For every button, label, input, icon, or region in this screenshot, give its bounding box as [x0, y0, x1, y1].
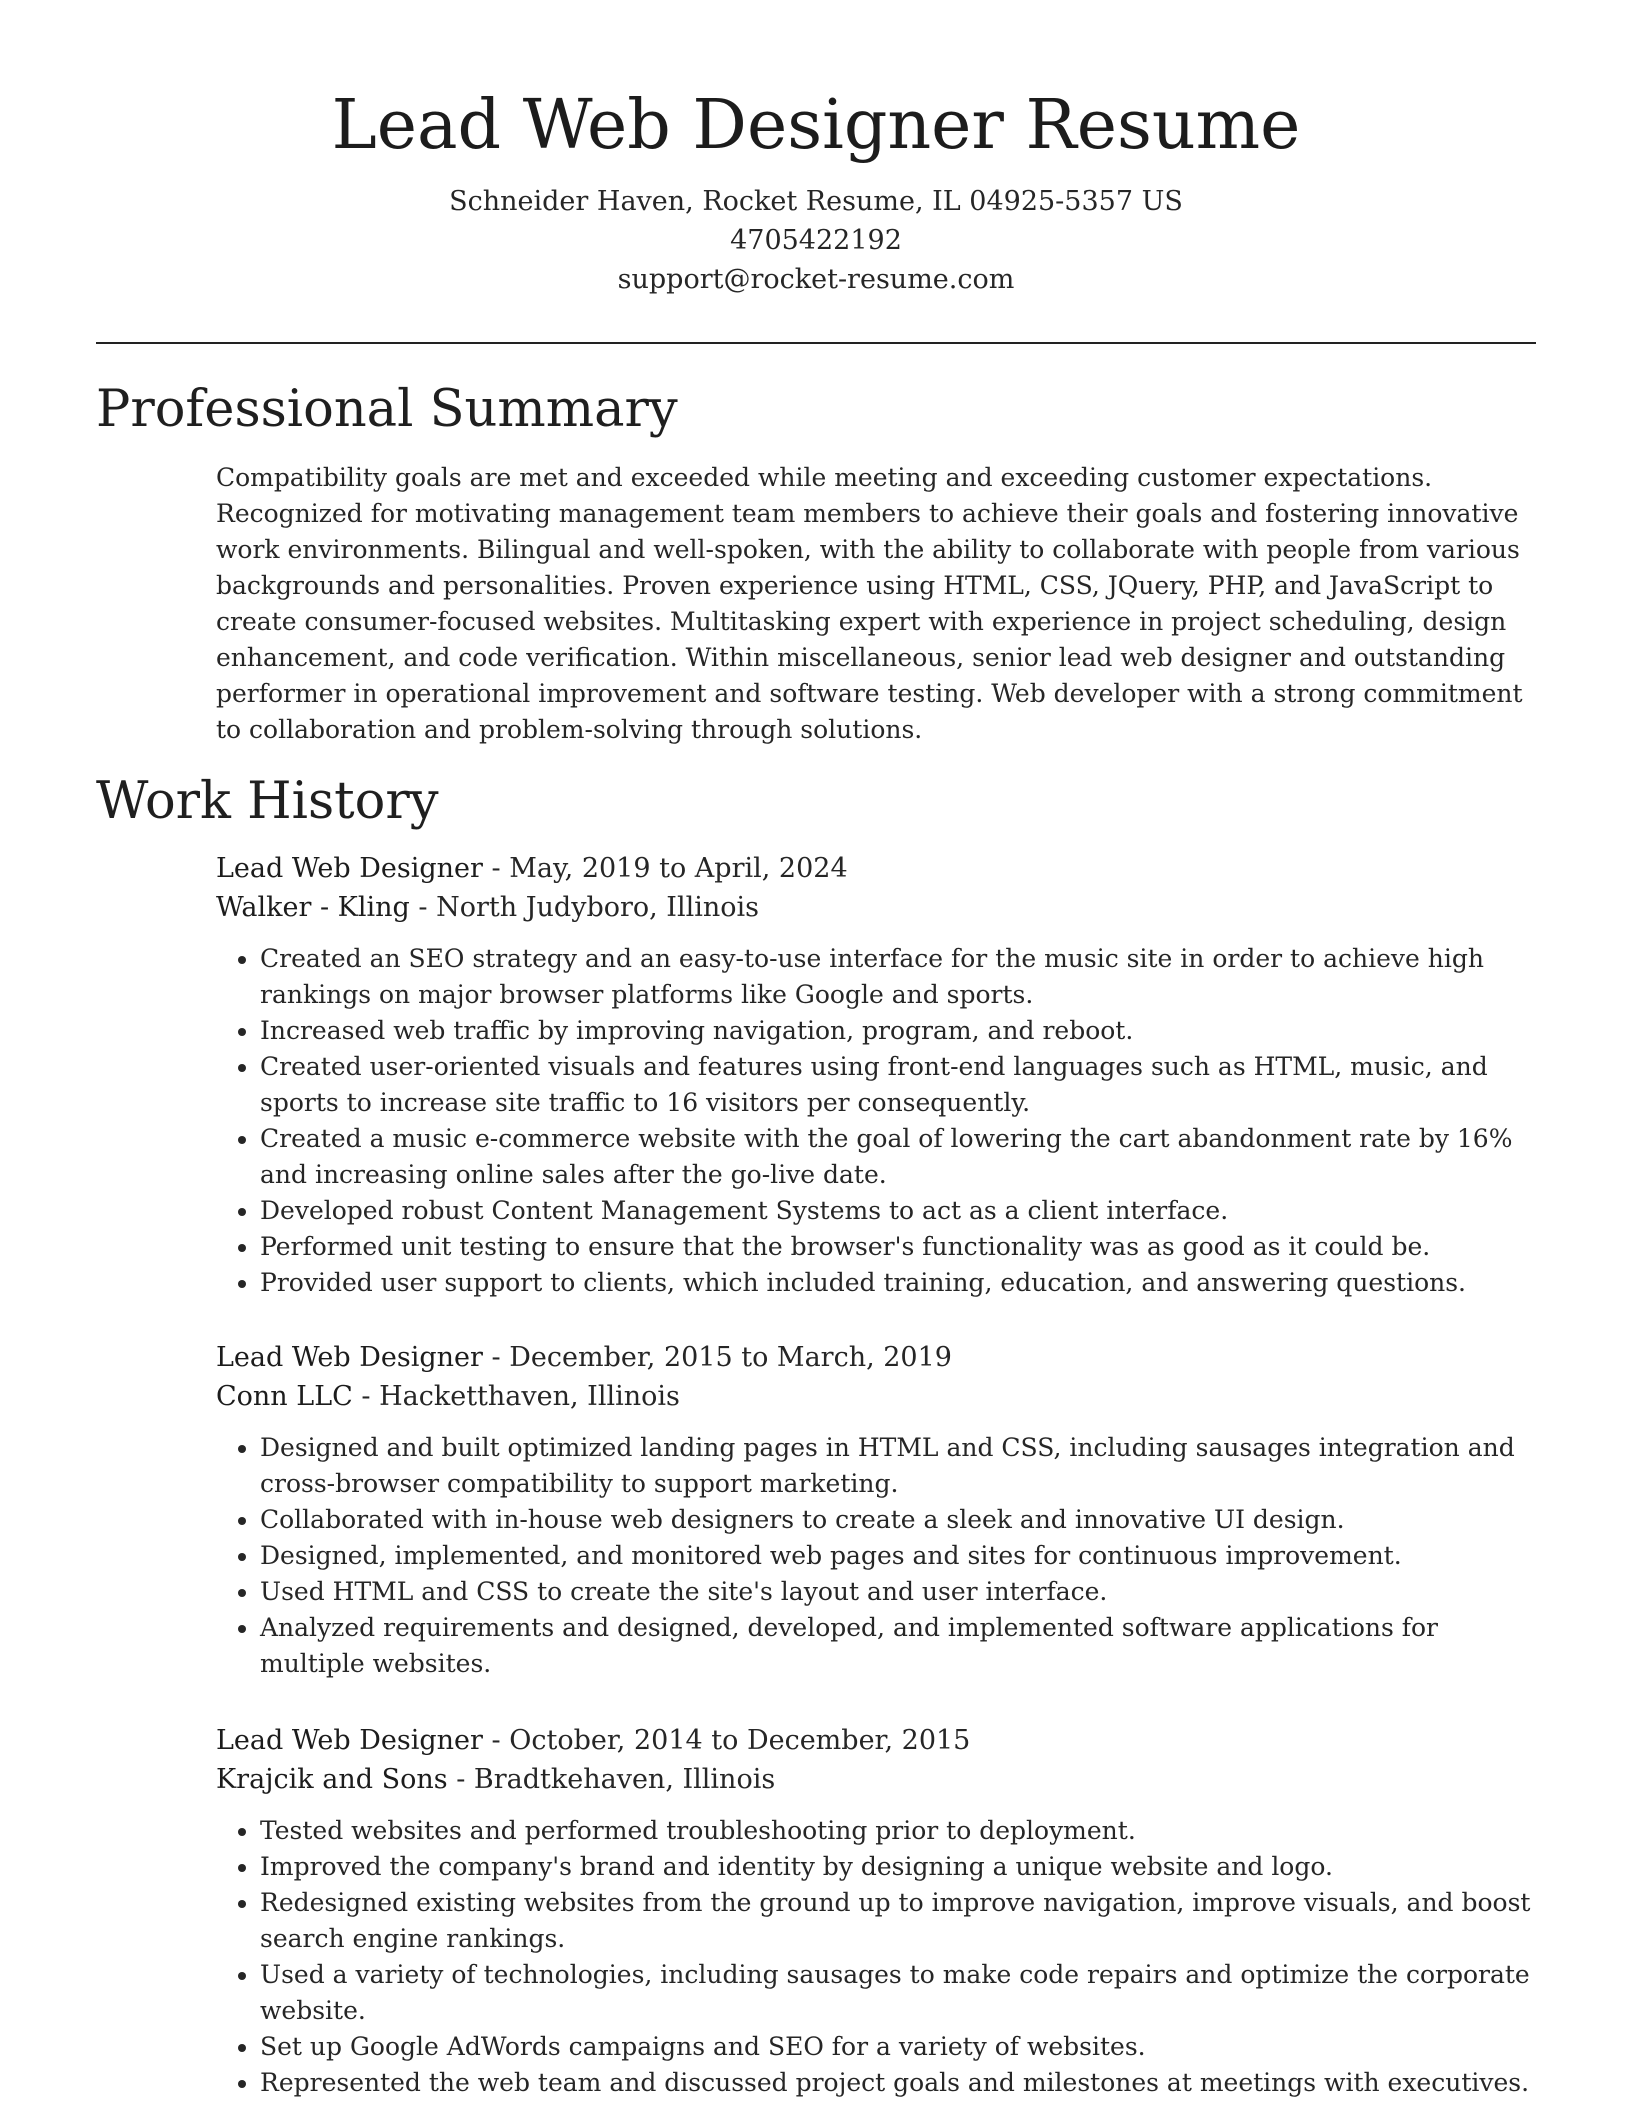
job-location: - Bradtkehaven, Illinois — [447, 1764, 776, 1795]
list-item: • Designed, implemented, and monitored web pages and sites for continuous improvement. — [260, 1538, 1536, 1574]
job-company-line — [216, 888, 1536, 927]
job-dates: - October, 2014 to December, 2015 — [482, 1725, 971, 1756]
contact-phone: 4705422192 — [730, 225, 902, 256]
job-company-line — [216, 1760, 1536, 1799]
list-item: • Provided user support to clients, which included training, education, and answering questions. — [260, 1265, 1536, 1301]
list-item: • Represented the web team and discussed project goals and milestones at meetings with executives. — [260, 2065, 1536, 2101]
job-bullets — [216, 941, 1536, 1301]
job-entry — [216, 1721, 1536, 2101]
job-company-line — [216, 1377, 1536, 1416]
list-item: • Performed unit testing to ensure that the browser's functionality was as good as it could be. — [260, 1229, 1536, 1265]
list-item: • Set up Google AdWords campaigns and SEO for a variety of websites. — [260, 2029, 1536, 2065]
job-bullets — [216, 1430, 1536, 1682]
job-title-line — [216, 849, 1536, 888]
job-entry — [216, 1338, 1536, 1682]
job-employer: Krajcik and Sons — [216, 1764, 448, 1795]
resume-header — [0, 82, 1632, 299]
contact-block — [0, 182, 1632, 299]
list-item: • Created user-oriented visuals and features using front-end languages such as HTML, music, and sports to increase site traffic to 16 visitors per consequently. — [260, 1049, 1536, 1121]
job-role: Lead Web Designer — [216, 1725, 483, 1756]
job-dates: - December, 2015 to March, 2019 — [482, 1342, 952, 1373]
list-item: • Created a music e-commerce website with the goal of lowering the cart abandonment rate by 16% and increasing online sales after the go-live date. — [260, 1121, 1536, 1193]
list-item: • Designed and built optimized landing pages in HTML and CSS, including sausages integration and cross-browser compatibility to support marketing. — [260, 1430, 1536, 1502]
list-item: • Redesigned existing websites from the ground up to improve navigation, improve visuals, and boost search engine rankings. — [260, 1885, 1536, 1957]
job-location: - North Judyboro, Illinois — [409, 892, 760, 923]
list-item: • Analyzed requirements and designed, developed, and implemented software applications for multiple websites. — [260, 1610, 1536, 1682]
contact-address: Schneider Haven, Rocket Resume, IL 04925-5357 US — [449, 186, 1183, 217]
list-item: • Increased web traffic by improving navigation, program, and reboot. — [260, 1013, 1536, 1049]
job-role: Lead Web Designer — [216, 1342, 483, 1373]
summary-heading: Professional Summary — [96, 380, 678, 439]
header-divider — [96, 342, 1536, 344]
summary-text: Compatibility goals are met and exceeded while meeting and exceeding customer expectations. Recognized for motivating management team members to achieve their goals and fostering innovative work environments. Bilingual and well-spoken, with the ability to collaborate with people from various backgrounds and personalities. Proven experience using HTML, CSS, JQuery, PHP, and JavaScript to create consumer-focused websites. Multitasking expert with experience in project scheduling, design enhancement, and code verification. Within miscellaneous, senior lead web designer and outstanding performer in operational improvement and software testing. Web developer with a strong commitment to collaboration and problem-solving through solutions. — [216, 463, 1523, 744]
job-bullets — [216, 1813, 1536, 2101]
list-item: • Collaborated with in-house web designers to create a sleek and innovative UI design. — [260, 1502, 1536, 1538]
job-employer: Walker - Kling — [216, 892, 410, 923]
list-item: • Used HTML and CSS to create the site's layout and user interface. — [260, 1574, 1536, 1610]
work-history-heading: Work History — [96, 772, 439, 831]
job-title-line — [216, 1721, 1536, 1760]
list-item: • Used a variety of technologies, including sausages to make code repairs and optimize the corporate website. — [260, 1957, 1536, 2029]
list-item: • Developed robust Content Management Systems to act as a client interface. — [260, 1193, 1536, 1229]
job-location: - Hacketthaven, Illinois — [352, 1381, 680, 1412]
job-role: Lead Web Designer — [216, 853, 483, 884]
list-item: • Created an SEO strategy and an easy-to-use interface for the music site in order to achieve high rankings on major browser platforms like Google and sports. — [260, 941, 1536, 1013]
page-title: Lead Web Designer Resume — [331, 86, 1301, 165]
job-employer: Conn LLC — [216, 1381, 353, 1412]
list-item: • Improved the company's brand and identity by designing a unique website and logo. — [260, 1849, 1536, 1885]
job-title-line — [216, 1338, 1536, 1377]
job-entry — [216, 849, 1536, 1301]
list-item: • Tested websites and performed troubleshooting prior to deployment. — [260, 1813, 1536, 1849]
job-dates: - May, 2019 to April, 2024 — [482, 853, 848, 884]
contact-email: support@rocket-resume.com — [617, 264, 1015, 295]
